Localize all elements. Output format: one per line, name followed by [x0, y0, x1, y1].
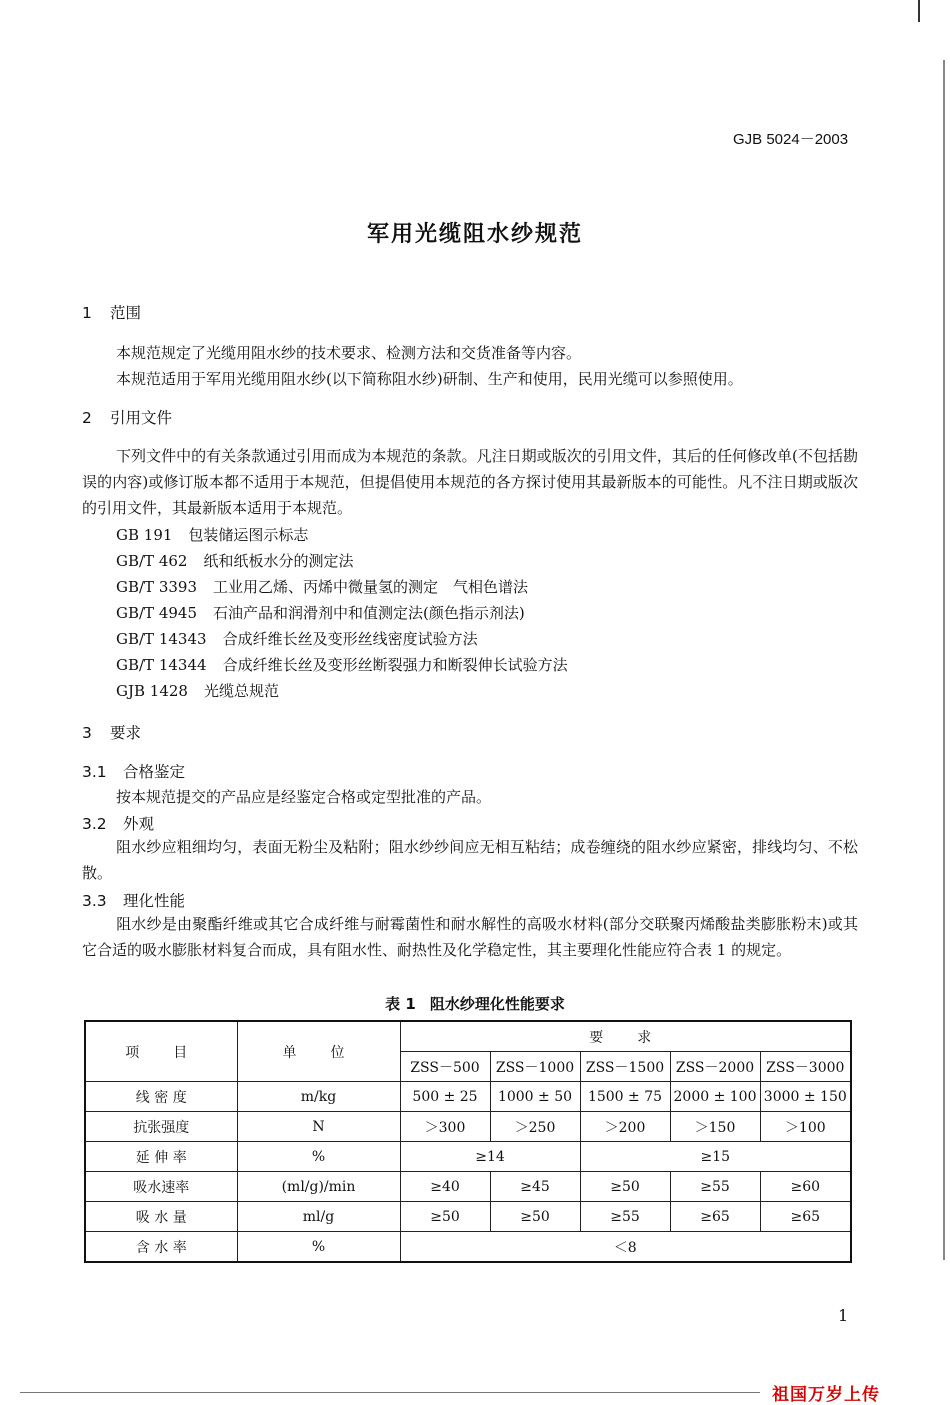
row-item: 吸水速率	[85, 1172, 237, 1202]
standard-code: GJB 5024－2003	[733, 131, 849, 148]
subsection-3-3-text: 阻水纱是由聚酯纤维或其它合成纤维与耐霉菌性和耐水解性的高吸水材料(部分交联聚丙烯酸盐类膨胀粉末)或其它合适的吸水膨胀材料复合而成，具有阻水性、耐热性及化学稳定性，其主要理化性能应符合表 1 的规定。	[82, 915, 858, 959]
row-unit: %	[237, 1142, 400, 1172]
header-item: 项 目	[85, 1021, 237, 1082]
cell-value: ＞150	[670, 1112, 760, 1142]
cell-value: ≥50	[400, 1202, 490, 1232]
header-unit: 单 位	[237, 1021, 400, 1082]
subsection-3-1-text: 按本规范提交的产品应是经鉴定合格或定型批准的产品。	[116, 788, 492, 806]
table-header-row	[85, 1021, 851, 1052]
row-unit: (ml/g)/min	[237, 1172, 400, 1202]
reference-item: GB/T 14344 合成纤维长丝及变形丝断裂强力和断裂伸长试验方法	[116, 656, 568, 674]
model-header: ZSS－1500	[580, 1052, 670, 1082]
model-header: ZSS－3000	[760, 1052, 851, 1082]
cell-value: ＞250	[490, 1112, 580, 1142]
cell-value: ≥14	[400, 1142, 580, 1172]
model-header: ZSS－1000	[490, 1052, 580, 1082]
section-title: 引用文件	[110, 409, 173, 427]
section-number: 1	[82, 304, 92, 322]
cell-value: ≥55	[670, 1172, 760, 1202]
cell-value: ≥55	[580, 1202, 670, 1232]
row-unit: ml/g	[237, 1202, 400, 1232]
reference-item: GB/T 4945 石油产品和润滑剂中和值测定法(颜色指示剂法)	[116, 604, 525, 622]
section-title: 范围	[110, 304, 142, 322]
row-unit: N	[237, 1112, 400, 1142]
section-number: 2	[82, 409, 92, 427]
header-requirement: 要 求	[400, 1021, 851, 1052]
section-2-heading	[82, 406, 172, 428]
cell-value: ＞200	[580, 1112, 670, 1142]
cell-value: 3000 ± 150	[760, 1082, 851, 1112]
section-2-intro: 下列文件中的有关条款通过引用而成为本规范的条款。凡注日期或版次的引用文件，其后的任何修改单(不包括勘误的内容)或修订版本都不适用于本规范，但提倡使用本规范的各方探讨使用其最新版本的可能性。凡不注日期或版次的引用文件，其最新版本适用于本规范。	[82, 447, 858, 517]
cell-value: 2000 ± 100	[670, 1082, 760, 1112]
reference-item: GB/T 3393 工业用乙烯、丙烯中微量氢的测定 气相色谱法	[116, 578, 529, 596]
reference-item: GJB 1428 光缆总规范	[116, 682, 279, 700]
table-row	[85, 1172, 851, 1202]
scan-mark-top	[918, 0, 920, 22]
subsection-3-2-heading: 3.2 外观	[82, 815, 155, 833]
row-item: 延 伸 率	[85, 1142, 237, 1172]
table-row	[85, 1112, 851, 1142]
cell-value: ≥50	[580, 1172, 670, 1202]
subsection-3-3-heading: 3.3 理化性能	[82, 892, 186, 910]
row-item: 含 水 率	[85, 1232, 237, 1263]
cell-value: ＞300	[400, 1112, 490, 1142]
page-number: 1	[838, 1306, 849, 1325]
cell-value: ＜8	[400, 1232, 851, 1263]
section-1-paragraph-2: 本规范适用于军用光缆用阻水纱(以下简称阻水纱)研制、生产和使用，民用光缆可以参照使用。	[116, 370, 743, 388]
cell-value: ≥50	[490, 1202, 580, 1232]
cell-value: 1500 ± 75	[580, 1082, 670, 1112]
section-title: 要求	[110, 724, 142, 742]
cell-value: 500 ± 25	[400, 1082, 490, 1112]
row-item: 线 密 度	[85, 1082, 237, 1112]
upload-stamp: 祖国万岁上传	[772, 1385, 880, 1405]
reference-item: GB/T 462 纸和纸板水分的测定法	[116, 552, 354, 570]
cell-value: ≥65	[760, 1202, 851, 1232]
properties-table	[84, 1020, 852, 1263]
model-header: ZSS－500	[400, 1052, 490, 1082]
cell-value: ≥45	[490, 1172, 580, 1202]
row-item: 吸 水 量	[85, 1202, 237, 1232]
section-1-paragraph-1: 本规范规定了光缆用阻水纱的技术要求、检测方法和交货准备等内容。	[116, 344, 582, 362]
table-row	[85, 1082, 851, 1112]
table-row	[85, 1202, 851, 1232]
cell-value: ＞100	[760, 1112, 851, 1142]
bottom-rule	[20, 1392, 760, 1393]
model-header: ZSS－2000	[670, 1052, 760, 1082]
cell-value: ≥60	[760, 1172, 851, 1202]
cell-value: ≥40	[400, 1172, 490, 1202]
table-row	[85, 1232, 851, 1263]
reference-item: GB 191 包装储运图示标志	[116, 526, 309, 544]
section-3-heading	[82, 721, 141, 743]
row-unit: %	[237, 1232, 400, 1263]
cell-value: ≥15	[580, 1142, 851, 1172]
table-caption: 表 1 阻水纱理化性能要求	[385, 995, 565, 1013]
section-1-heading	[82, 301, 141, 323]
row-unit: m/kg	[237, 1082, 400, 1112]
table-row	[85, 1142, 851, 1172]
subsection-3-1-heading: 3.1 合格鉴定	[82, 763, 186, 781]
row-item: 抗张强度	[85, 1112, 237, 1142]
cell-value: 1000 ± 50	[490, 1082, 580, 1112]
section-number: 3	[82, 724, 92, 742]
cell-value: ≥65	[670, 1202, 760, 1232]
document-title: 军用光缆阻水纱规范	[366, 222, 583, 247]
reference-item: GB/T 14343 合成纤维长丝及变形丝线密度试验方法	[116, 630, 478, 648]
subsection-3-2-text: 阻水纱应粗细均匀，表面无粉尘及粘附；阻水纱纱间应无相互粘结；成卷缠绕的阻水纱应紧密，排线均匀、不松散。	[82, 838, 858, 882]
